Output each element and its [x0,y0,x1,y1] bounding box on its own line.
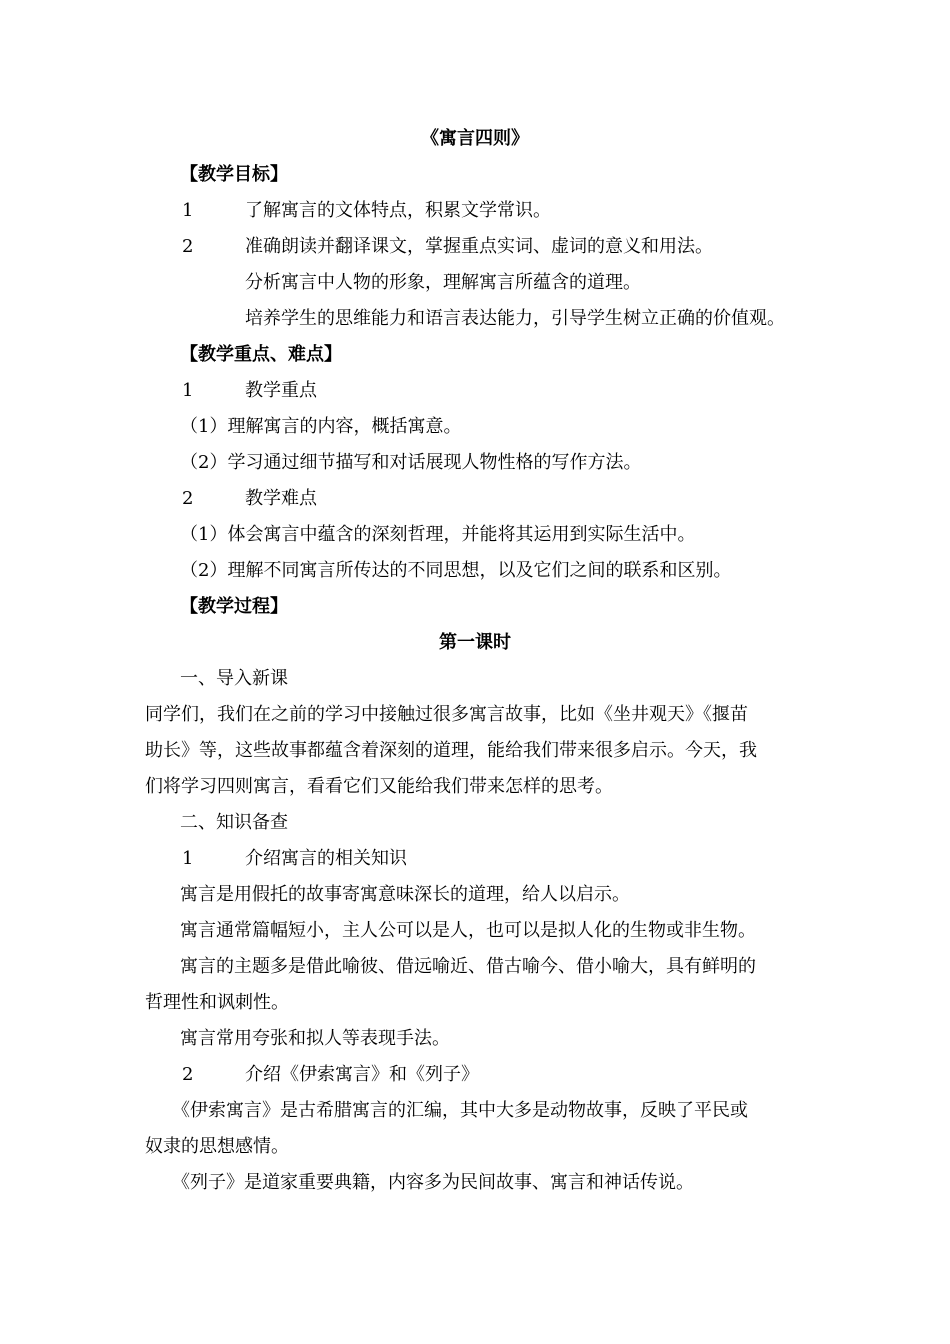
lesson-title: 第一课时 [439,632,511,653]
goal-item: 培养学生的思维能力和语言表达能力，引导学生树立正确的价值观。 [245,308,785,329]
focus-number: 2 [182,488,194,509]
section-heading-intro: 一、导入新课 [180,668,288,689]
goal-number: 2 [182,236,194,257]
intro-paragraph-line: 们将学习四则寓言，看看它们又能给我们带来怎样的思考。 [145,776,613,797]
intro-paragraph-line: 同学们，我们在之前的学习中接触过很多寓言故事，比如《坐井观天》《揠苗 [145,704,748,725]
difficult-point-item: （1）体会寓言中蕴含的深刻哲理，并能将其运用到实际生活中。 [180,524,696,545]
knowledge-paragraph: 奴隶的思想感情。 [145,1136,289,1157]
goal-number: 1 [182,200,194,221]
knowledge-paragraph: 《伊索寓言》是古希腊寓言的汇编，其中大多是动物故事，反映了平民或 [172,1100,748,1121]
goal-item: 分析寓言中人物的形象，理解寓言所蕴含的道理。 [245,272,641,293]
knowledge-subheading: 介绍《伊索寓言》和《列子》 [245,1064,479,1085]
knowledge-paragraph: 哲理性和讽刺性。 [145,992,289,1013]
focus-number: 1 [182,380,194,401]
goals-heading: 【教学目标】 [180,164,288,185]
knowledge-number: 2 [182,1064,194,1085]
difficult-points-label: 教学难点 [245,488,317,509]
knowledge-paragraph: 寓言的主题多是借此喻彼、借远喻近、借古喻今、借小喻大，具有鲜明的 [180,956,756,977]
goal-item: 准确朗读并翻译课文，掌握重点实词、虚词的意义和用法。 [245,236,713,257]
intro-paragraph-line: 助长》等，这些故事都蕴含着深刻的道理，能给我们带来很多启示。今天，我 [145,740,757,761]
knowledge-paragraph: 寓言常用夸张和拟人等表现手法。 [180,1028,450,1049]
key-point-item: （1）理解寓言的内容，概括寓意。 [180,416,462,437]
knowledge-paragraph: 寓言通常篇幅短小，主人公可以是人，也可以是拟人化的生物或非生物。 [180,920,756,941]
key-point-item: （2）学习通过细节描写和对话展现人物性格的写作方法。 [180,452,642,473]
knowledge-paragraph: 《列子》是道家重要典籍，内容多为民间故事、寓言和神话传说。 [172,1172,694,1193]
knowledge-number: 1 [182,848,194,869]
section-heading-knowledge: 二、知识备查 [180,812,288,833]
key-points-label: 教学重点 [245,380,317,401]
knowledge-subheading: 介绍寓言的相关知识 [245,848,407,869]
process-heading: 【教学过程】 [180,596,288,617]
difficult-point-item: （2）理解不同寓言所传达的不同思想，以及它们之间的联系和区别。 [180,560,732,581]
knowledge-paragraph: 寓言是用假托的故事寄寓意味深长的道理，给人以启示。 [180,884,630,905]
document-title: 《寓言四则》 [421,128,529,149]
focus-heading: 【教学重点、难点】 [180,344,342,365]
goal-item: 了解寓言的文体特点，积累文学常识。 [245,200,551,221]
